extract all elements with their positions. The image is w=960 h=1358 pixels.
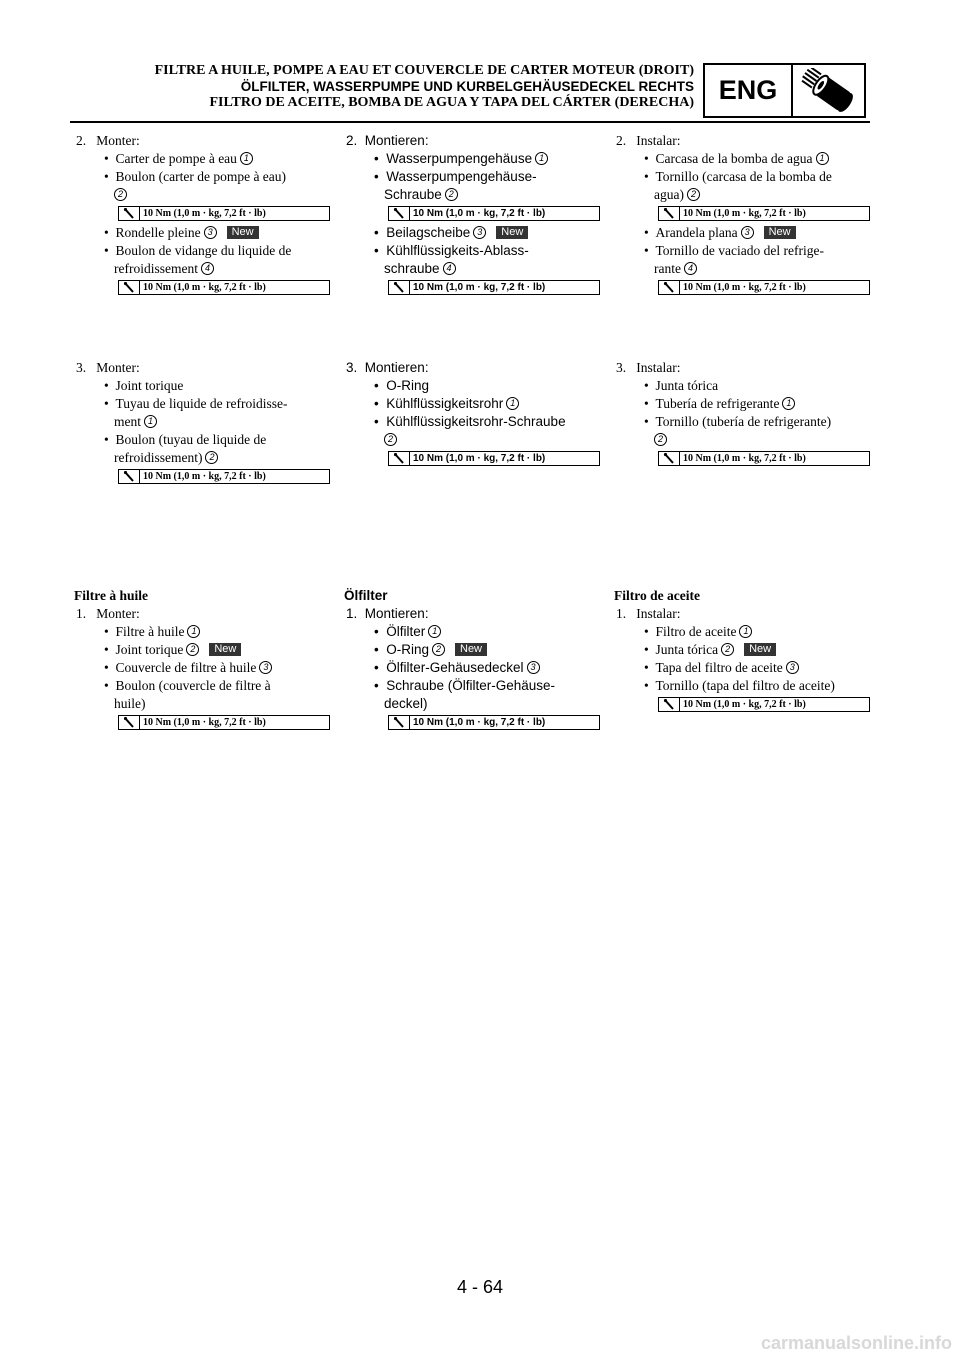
section-badge <box>703 63 866 118</box>
torque-wrench-icon <box>659 698 680 711</box>
torque-value: 10 Nm (1,0 m · kg, 7,2 ft · lb) <box>143 282 266 293</box>
list-item: • O-Ring <box>374 378 429 393</box>
list-item: • Carter de pompe à eau 1 <box>74 150 331 168</box>
step-number: 1. <box>346 606 358 621</box>
callout-3: 3 <box>786 661 799 674</box>
step-number: 1. <box>616 606 627 621</box>
callout-2: 2 <box>186 643 199 656</box>
step-number: 1. <box>76 606 87 621</box>
callout-1: 1 <box>506 397 519 410</box>
torque-value: 10 Nm (1,0 m · kg, 7,2 ft · lb) <box>143 208 266 219</box>
torque-wrench-icon <box>119 470 140 483</box>
page-number: 4 - 64 <box>456 1277 504 1297</box>
callout-1: 1 <box>535 152 548 165</box>
callout-1: 1 <box>428 625 441 638</box>
title-fr: FILTRE A HUILE, POMPE A EAU ET COUVERCLE DE CARTER MOTEUR (DROIT) <box>154 63 694 78</box>
callout-1: 1 <box>816 152 829 165</box>
step-heading: Montieren: <box>364 133 429 148</box>
step-number: 3. <box>346 360 358 375</box>
section-title: Filtre à huile <box>74 588 148 603</box>
list-item: • Tornillo (carcasa de la bomba de <box>644 169 832 184</box>
section-label: ENG <box>705 65 793 116</box>
callout-3: 3 <box>527 661 540 674</box>
fr-oil-filter: Filtre à huile 1. Monter: • Filtre à huile 1 • Joint torique 2 New • Couvercle de filtre à huile 3 • Boulon (couvercle de filtre à huile) 10 Nm (1,0 m · kg, 7,2 ft · lb) <box>74 587 331 733</box>
header-rule <box>70 121 870 123</box>
callout-3: 3 <box>259 661 272 674</box>
de-oil-filter: Ölfilter 1. Montieren: • Ölfilter 1 • O-Ring 2 New • Ölfilter-Gehäusedeckel 3 • Schraube (Ölfilter-Gehäuse- deckel) 10 Nm (1,0 m · kg, 7,2 ft · lb) <box>344 587 601 733</box>
title-es: FILTRO DE ACEITE, BOMBA DE AGUA Y TAPA DEL CÁRTER (DERECHA) <box>209 95 694 110</box>
torque-value: 10 Nm (1,0 m · kg, 7,2 ft · lb) <box>413 208 546 219</box>
torque-wrench-icon <box>389 452 410 465</box>
torque-value: 10 Nm (1,0 m · kg, 7,2 ft · lb) <box>413 717 546 728</box>
torque-wrench-icon <box>659 207 680 220</box>
step-heading: Monter: <box>96 360 140 375</box>
list-item: • Tornillo (tapa del filtro de aceite) <box>644 678 835 693</box>
fr-step-3: 3. Monter: • Joint torique • Tuyau de liquide de refroidisse- ment 1 • Boulon (tuyau de liquide de refroidissement) 2 10 Nm (1,0 m · kg, 7,2 ft · lb) <box>74 359 331 487</box>
step-number: 2. <box>76 133 87 148</box>
step-heading: Instalar: <box>636 133 681 148</box>
torque-value: 10 Nm (1,0 m · kg, 7,2 ft · lb) <box>683 208 806 219</box>
torque-spec <box>658 697 870 712</box>
torque-spec <box>658 280 870 295</box>
torque-value: 10 Nm (1,0 m · kg, 7,2 ft · lb) <box>143 717 266 728</box>
list-item: • Tapa del filtro de aceite 3 <box>614 659 871 677</box>
list-item: • Tubería de refrigerante 1 <box>614 395 871 413</box>
torque-value: 10 Nm (1,0 m · kg, 7,2 ft · lb) <box>683 282 806 293</box>
torque-wrench-icon <box>119 207 140 220</box>
callout-1: 1 <box>144 415 157 428</box>
new-badge: New <box>455 643 487 656</box>
list-item: • Filtre à huile 1 <box>74 623 331 641</box>
section-title: Filtro de aceite <box>614 588 700 603</box>
callout-2: 2 <box>384 433 397 446</box>
torque-spec <box>388 206 600 221</box>
callout-2: 2 <box>445 188 458 201</box>
new-badge: New <box>744 643 776 656</box>
torque-wrench-icon <box>659 452 680 465</box>
list-item: • Arandela plana 3 New <box>614 224 871 242</box>
callout-2: 2 <box>114 188 127 201</box>
es-oil-filter <box>614 587 871 715</box>
list-item: • Boulon (tuyau de liquide de <box>104 432 267 447</box>
step-heading: Monter: <box>96 133 140 148</box>
torque-spec <box>388 715 600 730</box>
list-item: • Rondelle pleine 3 New <box>74 224 331 242</box>
torque-spec <box>658 206 870 221</box>
step-number: 3. <box>76 360 87 375</box>
list-item: • Ölfilter-Gehäusedeckel 3 <box>344 659 601 677</box>
callout-4: 4 <box>443 262 456 275</box>
callout-1: 1 <box>739 625 752 638</box>
step-number: 2. <box>616 133 627 148</box>
list-item: • Kühlflüssigkeitsrohr 1 <box>344 395 601 413</box>
step-heading: Montieren: <box>364 360 429 375</box>
new-badge: New <box>227 226 259 239</box>
engine-icon <box>793 65 864 116</box>
torque-value: 10 Nm (1,0 m · kg, 7,2 ft · lb) <box>683 453 806 464</box>
list-item: • Tornillo de vaciado del refrige- <box>644 243 824 258</box>
torque-spec <box>388 451 600 466</box>
es-step-2: 2. Instalar: • Carcasa de la bomba de agua 1 • Tornillo (carcasa de la bomba de agua) 2 10 Nm (1,0 m · kg, 7,2 ft · lb) • Arandela plana 3 New • Tornillo de vaciado del refrige- rante 4 10 Nm (1,0 m · kg, 7,2 ft · lb) <box>614 132 871 298</box>
list-item: • Boulon (couvercle de filtre à <box>104 678 271 693</box>
callout-3: 3 <box>473 226 486 239</box>
step-heading: Monter: <box>96 606 140 621</box>
torque-spec <box>388 280 600 295</box>
callout-1: 1 <box>240 152 253 165</box>
torque-spec <box>118 206 330 221</box>
list-item: • Boulon (carter de pompe à eau) <box>104 169 287 184</box>
step-number: 2. <box>346 133 358 148</box>
torque-spec <box>118 469 330 484</box>
list-item: • Wasserpumpengehäuse 1 <box>344 150 601 168</box>
torque-wrench-icon <box>119 281 140 294</box>
de-step-3 <box>344 359 601 469</box>
list-item: • Tuyau de liquide de refroidisse- <box>104 396 288 411</box>
torque-value: 10 Nm (1,0 m · kg, 7,2 ft · lb) <box>683 699 806 710</box>
torque-wrench-icon <box>389 207 410 220</box>
callout-2: 2 <box>721 643 734 656</box>
list-item: • Carcasa de la bomba de agua 1 <box>614 150 871 168</box>
torque-wrench-icon <box>389 281 410 294</box>
list-item: • Boulon de vidange du liquide de <box>104 243 292 258</box>
list-item: • Wasserpumpengehäuse- <box>374 169 537 184</box>
fr-step-2: 2. Monter: • Carter de pompe à eau 1 • Boulon (carter de pompe à eau) 2 10 Nm (1,0 m · kg, 7,2 ft · lb) • Rondelle pleine 3 New • Boulon de vidange du liquide de refroidissement 4 10 Nm (1,0 m · kg, 7,2 ft · lb) <box>74 132 331 298</box>
list-item: • Beilagscheibe 3 New <box>344 224 601 242</box>
title-de: ÖLFILTER, WASSERPUMPE UND KURBELGEHÄUSEDECKEL RECHTS <box>240 79 694 94</box>
list-item: • Kühlflüssigkeitsrohr-Schraube <box>374 414 566 429</box>
torque-spec <box>118 280 330 295</box>
section-title: Ölfilter <box>344 588 388 603</box>
new-badge: New <box>764 226 796 239</box>
torque-wrench-icon <box>119 716 140 729</box>
step-heading: Montieren: <box>364 606 429 621</box>
torque-value: 10 Nm (1,0 m · kg, 7,2 ft · lb) <box>413 453 546 464</box>
new-badge: New <box>496 226 528 239</box>
list-item: • Ölfilter 1 <box>344 623 601 641</box>
list-item: • Joint torique <box>104 378 184 393</box>
torque-spec <box>658 451 870 466</box>
step-heading: Instalar: <box>636 360 681 375</box>
step-number: 3. <box>616 360 627 375</box>
step-heading: Instalar: <box>636 606 681 621</box>
callout-2: 2 <box>432 643 445 656</box>
list-item: • Couvercle de filtre à huile 3 <box>74 659 331 677</box>
torque-value: 10 Nm (1,0 m · kg, 7,2 ft · lb) <box>413 282 546 293</box>
torque-value: 10 Nm (1,0 m · kg, 7,2 ft · lb) <box>143 471 266 482</box>
callout-4: 4 <box>201 262 214 275</box>
callout-2: 2 <box>687 188 700 201</box>
callout-3: 3 <box>741 226 754 239</box>
list-item: • Junta tórica 2 New <box>614 641 871 659</box>
callout-1: 1 <box>782 397 795 410</box>
list-item: • Schraube (Ölfilter-Gehäuse- <box>374 678 556 693</box>
list-item: • O-Ring 2 New <box>344 641 601 659</box>
list-item: • Kühlflüssigkeits-Ablass- <box>374 243 529 258</box>
es-step-3 <box>614 359 871 469</box>
list-item: • Joint torique 2 New <box>74 641 331 659</box>
torque-wrench-icon <box>389 716 410 729</box>
callout-4: 4 <box>684 262 697 275</box>
torque-spec <box>118 715 330 730</box>
torque-wrench-icon <box>659 281 680 294</box>
callout-2: 2 <box>205 451 218 464</box>
list-item: • Tornillo (tubería de refrigerante) <box>644 414 832 429</box>
list-item: • Junta tórica <box>644 378 719 393</box>
list-item: • Filtro de aceite 1 <box>614 623 871 641</box>
new-badge: New <box>209 643 241 656</box>
callout-1: 1 <box>187 625 200 638</box>
watermark: carmanualsonline.info <box>760 1333 952 1353</box>
callout-2: 2 <box>654 433 667 446</box>
de-step-2: 2. Montieren: • Wasserpumpengehäuse 1 • Wasserpumpengehäuse- Schraube 2 10 Nm (1,0 m · kg, 7,2 ft · lb) • Beilagscheibe 3 New • Kühlflüssigkeits-Ablass- schraube 4 10 Nm (1,0 m · kg, 7,2 ft · lb) <box>344 132 601 298</box>
header-titles <box>155 63 694 111</box>
callout-3: 3 <box>204 226 217 239</box>
